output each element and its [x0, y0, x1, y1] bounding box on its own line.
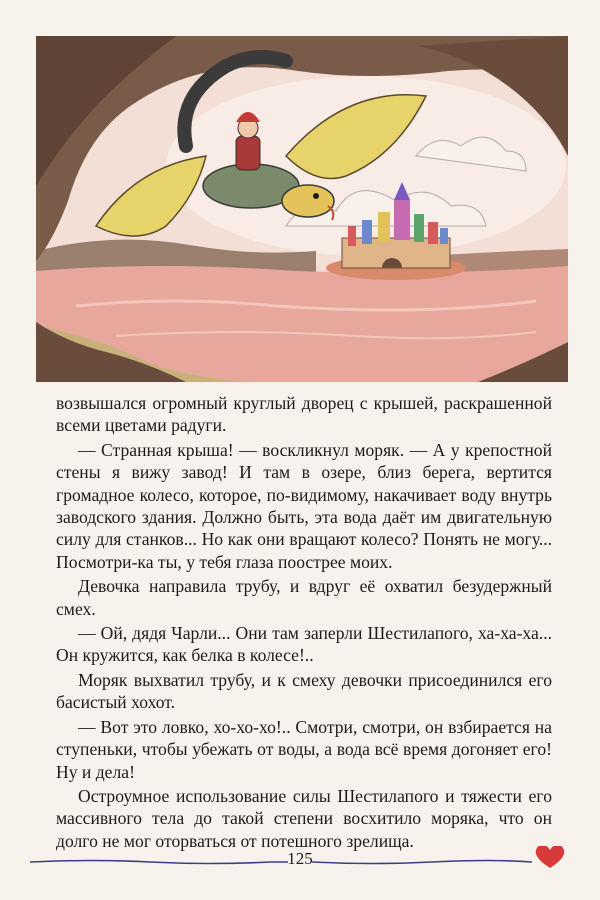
book-illustration — [36, 36, 568, 382]
paragraph-3: Девочка направила трубу, и вдруг её охватил безудержный смех. — [56, 576, 552, 619]
paragraph-6: — Вот это ловко, хо-хо-хо!.. Смотри, смотри, он взбирается на ступеньки, чтобы убежать от воды, а вода всё время догоняет его! Ну и дела! — [56, 716, 552, 782]
dragon-castle-illustration — [36, 36, 568, 382]
paragraph-2: — Странная крыша! — воскликнул моряк. — А у крепостной стены я вижу завод! И там в озере, близ берега, вертится громадное колесо, которое, по-видимому, накачивает воду внутрь заводского здания. Должно быть, эта вода даёт им двигательную силу для станков... Но как они вращают колесо? Понять не могу... Посмотри-ка ты, у тебя глаза поострее моих. — [56, 439, 552, 572]
paragraph-5: Моряк выхватил трубу, и к смеху девочки присоединился его басистый хохот. — [56, 669, 552, 713]
page-number: 125 — [287, 849, 313, 868]
page-footer — [30, 846, 570, 876]
paragraph-7: Остроумное использование силы Шестилапого и тяжести его массивного тела до такой степени восхитило моряка, что он долго не мог оторваться от потешного зрелища. — [56, 785, 552, 851]
paragraph-1: возвышался огромный круглый дворец с крышей, раскрашенной всеми цветами радуги. — [56, 393, 552, 436]
paragraph-4: — Ой, дядя Чарли... Они там заперли Шестилапого, ха-ха-ха... Он кружится, как белка в колесе!.. — [56, 623, 552, 666]
story-text — [56, 392, 552, 852]
